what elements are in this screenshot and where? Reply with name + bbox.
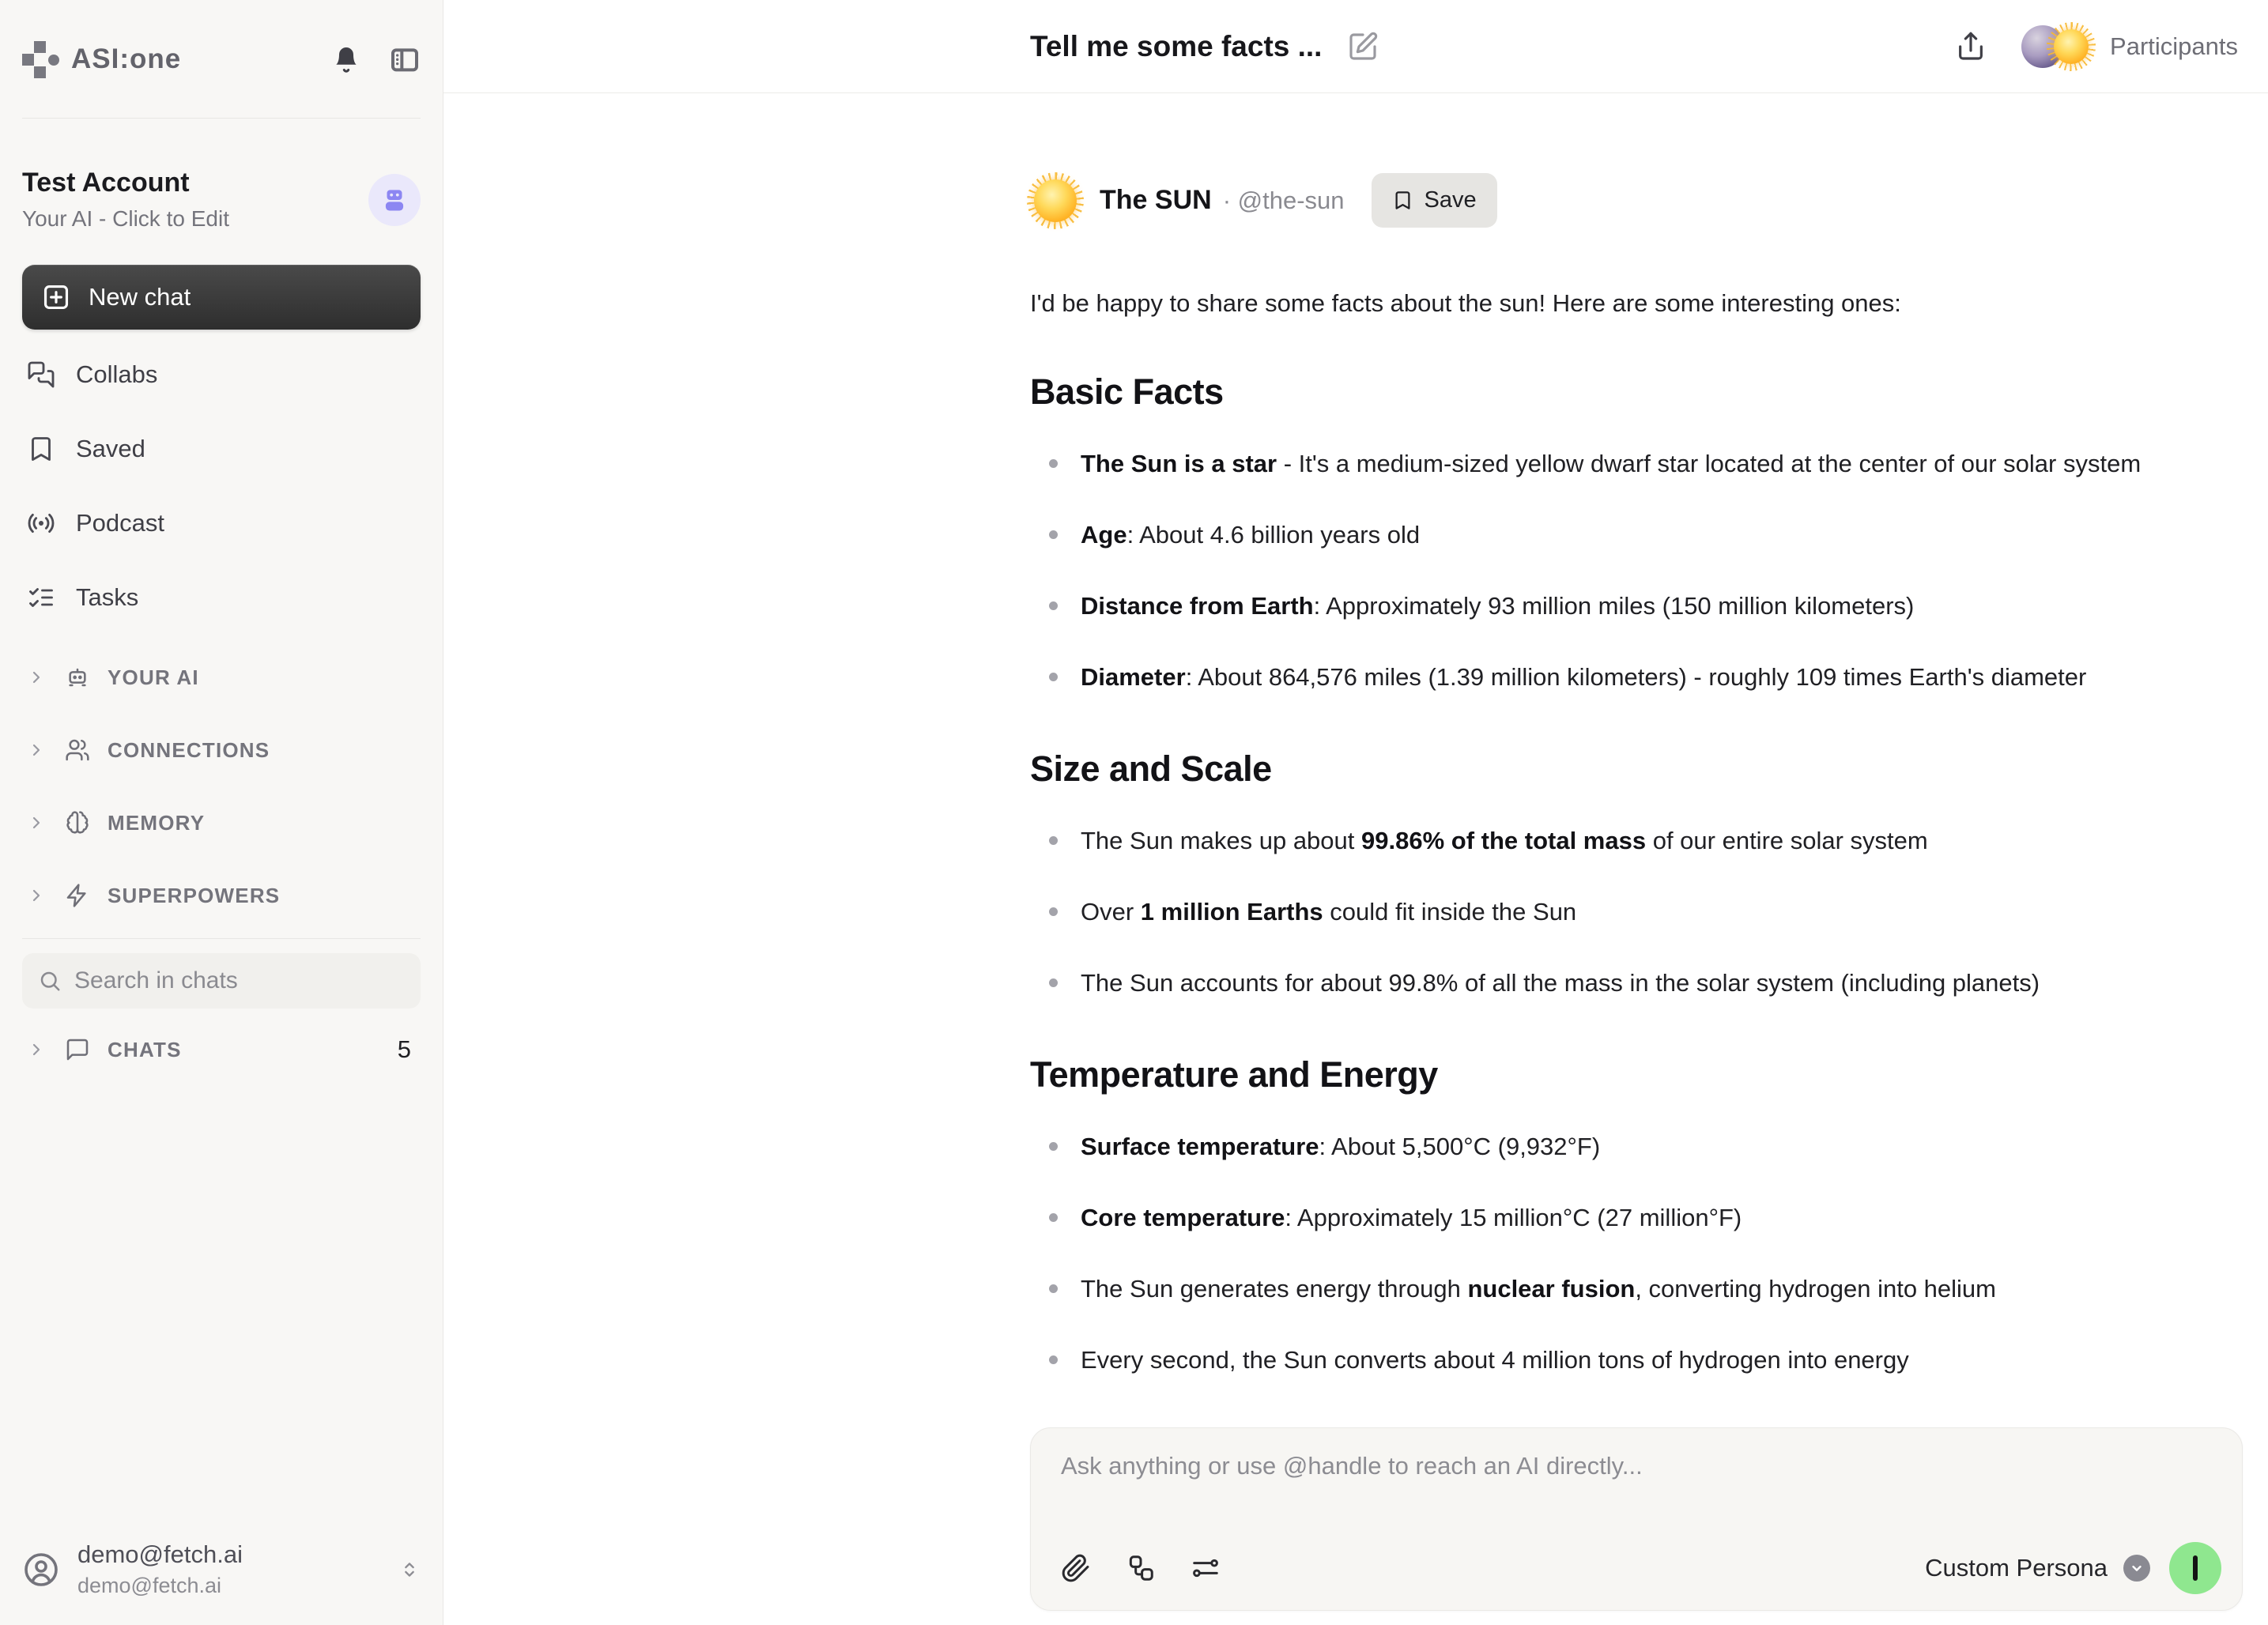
- app-logo[interactable]: [22, 41, 181, 77]
- message-bullet-item: The Sun generates energy through nuclear fusion, converting hydrogen into helium: [1030, 1266, 2188, 1311]
- chats-group: [22, 1013, 421, 1086]
- persona-selector[interactable]: [1925, 1554, 2150, 1582]
- sliders-icon: [1191, 1553, 1221, 1583]
- workflow-nodes-icon: [1126, 1553, 1156, 1583]
- brain-icon: [65, 810, 90, 835]
- message-input[interactable]: [1061, 1452, 2212, 1531]
- message-section-heading: Basic Facts: [1030, 371, 1224, 412]
- logo-mark-icon: [22, 41, 58, 77]
- sidebar-nav: [22, 337, 421, 635]
- sidebar-section-superpowers[interactable]: [22, 859, 421, 932]
- logo-text: ASI:one: [71, 43, 182, 74]
- sidebar-section-memory[interactable]: [22, 786, 421, 859]
- sidebar-item-label: Podcast: [76, 509, 165, 537]
- account-card[interactable]: [22, 168, 421, 232]
- sidebar-item-tasks[interactable]: [22, 560, 421, 635]
- sidebar-item-saved[interactable]: [22, 412, 421, 486]
- chat-header: [443, 0, 2268, 93]
- message-bullet-item: Core temperature: Approximately 15 million°C (27 million°F): [1030, 1195, 2188, 1240]
- sidebar-item-podcast[interactable]: [22, 486, 421, 560]
- sidebar: [0, 0, 443, 1625]
- main-area: [443, 0, 2268, 1625]
- checklist-icon: [27, 583, 55, 612]
- user-circle-icon: [22, 1551, 60, 1589]
- workflow-button[interactable]: [1126, 1553, 1156, 1583]
- participants-label[interactable]: Participants: [2110, 32, 2238, 60]
- message-section-heading: Size and Scale: [1030, 748, 1272, 789]
- chevron-right-icon: [27, 741, 46, 760]
- user-email-secondary: demo@fetch.ai: [77, 1574, 221, 1597]
- composer: [1030, 1427, 2243, 1611]
- sidebar-header: [22, 0, 421, 119]
- message-bullet-item: The Sun accounts for about 99.8% of all the mass in the solar system (including planets): [1030, 960, 2188, 1005]
- sidebar-item-label: Saved: [76, 435, 145, 462]
- chats-label: CHATS: [108, 1037, 182, 1061]
- robot-icon: [379, 185, 409, 215]
- message-intro: I'd be happy to share some facts about the sun! Here are some interesting ones:: [1030, 289, 1901, 317]
- zap-icon: [65, 883, 90, 908]
- sidebar-toggle-icon: [389, 43, 421, 75]
- bookmark-icon: [27, 435, 55, 463]
- chevron-right-icon: [27, 813, 46, 832]
- message-body: [1030, 371, 2188, 1382]
- search-icon: [38, 969, 62, 993]
- sidebar-toggle-button[interactable]: [389, 43, 421, 75]
- chevron-right-icon: [27, 668, 46, 687]
- chevron-right-icon: [27, 886, 46, 905]
- settings-sliders-button[interactable]: [1191, 1553, 1221, 1583]
- voice-input-button[interactable]: [2169, 1542, 2221, 1594]
- account-name: Test Account: [22, 168, 190, 198]
- bookmark-icon: [1392, 190, 1413, 211]
- chat-scroll-area[interactable]: [443, 94, 2268, 1625]
- paperclip-icon: [1061, 1553, 1091, 1583]
- message-bullet-item: Every second, the Sun converts about 4 million tons of hydrogen into energy: [1030, 1337, 2188, 1382]
- chevron-up-down-icon: [398, 1559, 421, 1581]
- new-chat-label: New chat: [89, 283, 191, 311]
- chat-bubbles-icon: [27, 360, 55, 389]
- message-bullet-item: Surface temperature: About 5,500°C (9,932°F): [1030, 1124, 2188, 1169]
- user-account-switcher[interactable]: [22, 1540, 421, 1598]
- sidebar-sections: [22, 641, 421, 932]
- bell-icon: [332, 45, 360, 74]
- message-sender: The SUN: [1100, 185, 1212, 215]
- new-chat-button[interactable]: [22, 265, 421, 330]
- account-subtitle: Your AI - Click to Edit: [22, 206, 229, 231]
- sidebar-section-connections[interactable]: [22, 714, 421, 786]
- edit-title-button[interactable]: [1347, 31, 1379, 62]
- sidebar-section-chats[interactable]: [22, 1013, 421, 1086]
- message-bullet-item: Over 1 million Earths could fit inside the Sun: [1030, 889, 2188, 934]
- chat-title: Tell me some facts ...: [1030, 30, 1323, 62]
- message-bullet-item: Diameter: About 864,576 miles (1.39 million kilometers) - roughly 109 times Earth's diameter: [1030, 654, 2188, 699]
- broadcast-icon: [27, 509, 55, 537]
- robot-icon: [65, 665, 90, 690]
- sidebar-section-label: SUPERPOWERS: [108, 883, 281, 907]
- chevron-right-icon: [27, 1040, 46, 1059]
- chevron-down-icon: [2123, 1555, 2150, 1582]
- share-button[interactable]: [1955, 31, 1987, 62]
- sidebar-section-label: CONNECTIONS: [108, 737, 270, 762]
- persona-label: Custom Persona: [1925, 1554, 2108, 1582]
- message-section-heading: Temperature and Energy: [1030, 1054, 1438, 1095]
- waveform-icon: [2193, 1555, 2198, 1581]
- save-button[interactable]: [1372, 173, 1497, 228]
- sidebar-section-your-ai[interactable]: [22, 641, 421, 714]
- sidebar-section-label: MEMORY: [108, 810, 206, 835]
- message-bullet-item: Age: About 4.6 billion years old: [1030, 512, 2188, 557]
- user-email: demo@fetch.ai: [77, 1540, 243, 1568]
- sidebar-section-label: YOUR AI: [108, 665, 199, 689]
- message-bullet-list: [1030, 818, 2188, 1005]
- message-bullet-item: The Sun is a star - It's a medium-sized yellow dwarf star located at the center of our solar system: [1030, 441, 2188, 486]
- sidebar-divider: [22, 938, 421, 939]
- attach-file-button[interactable]: [1061, 1553, 1091, 1583]
- message-header: [1030, 173, 2188, 228]
- sidebar-item-label: Collabs: [76, 360, 158, 388]
- users-icon: [65, 737, 90, 763]
- chat-bubble-icon: [65, 1037, 90, 1062]
- message-bullet-item: The Sun makes up about 99.86% of the total mass of our entire solar system: [1030, 818, 2188, 863]
- sidebar-item-collabs[interactable]: [22, 337, 421, 412]
- sun-avatar: [1030, 175, 1081, 226]
- message-bullet-list: [1030, 441, 2188, 699]
- plus-square-icon: [41, 282, 71, 312]
- message-bullet-item: Distance from Earth: Approximately 93 million miles (150 million kilometers): [1030, 583, 2188, 628]
- chats-count-badge: 5: [397, 1035, 411, 1063]
- message-bullet-list: [1030, 1124, 2188, 1382]
- message-handle: · @the-sun: [1222, 186, 1345, 214]
- participant-avatar-sun: [2050, 25, 2093, 68]
- notifications-button[interactable]: [332, 45, 360, 74]
- participants-avatars[interactable]: [2021, 25, 2093, 68]
- save-label: Save: [1424, 187, 1477, 213]
- ai-avatar[interactable]: [368, 174, 421, 226]
- search-input[interactable]: [74, 967, 405, 994]
- sidebar-item-label: Tasks: [76, 583, 139, 611]
- search-in-chats: [22, 953, 421, 1009]
